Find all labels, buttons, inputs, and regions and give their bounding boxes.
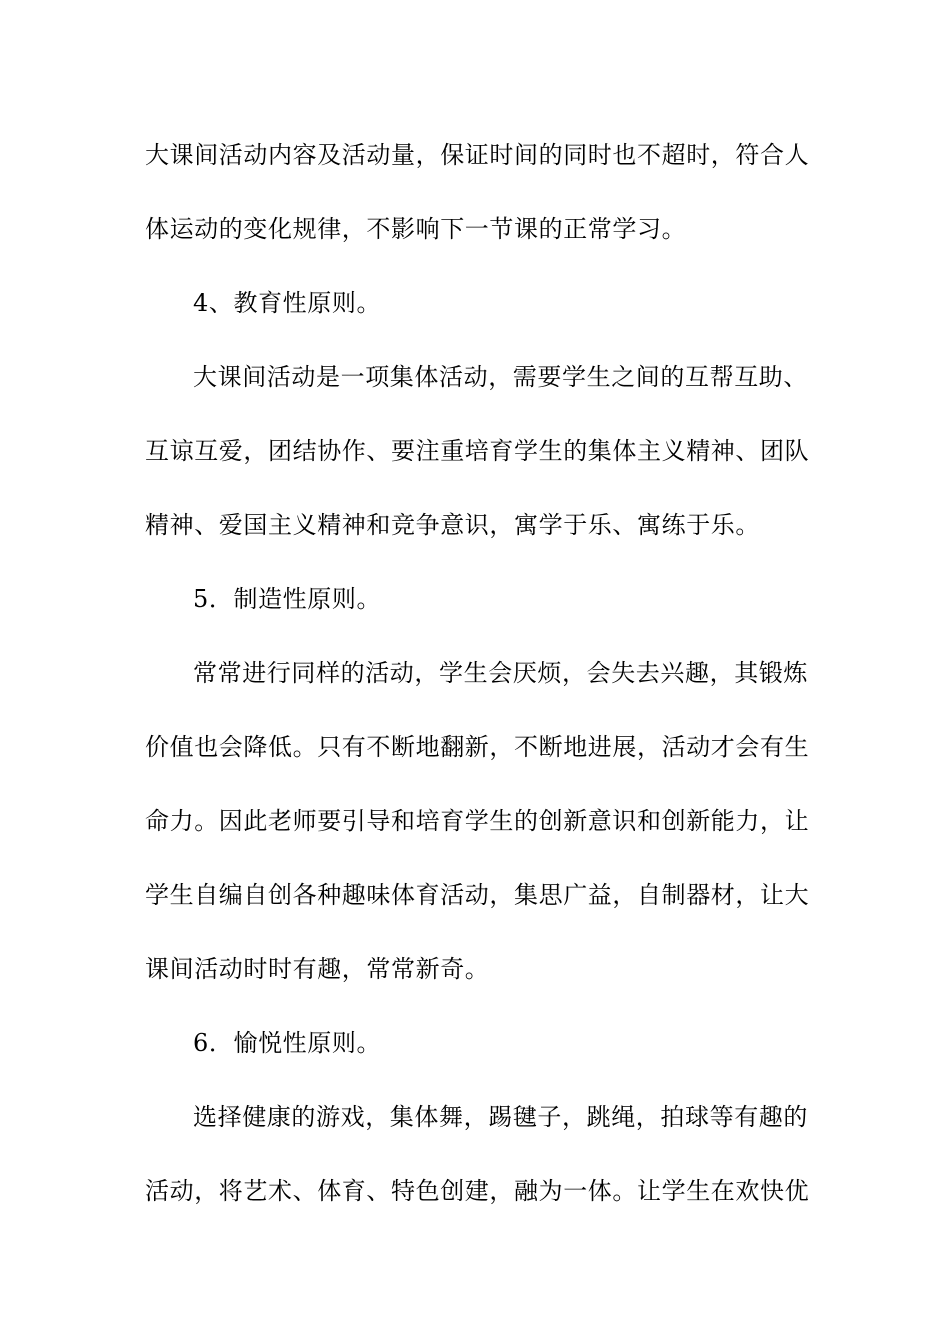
section-heading-6: 6．愉悦性原则。 [193,1029,382,1057]
section-heading-4: 4、教育性原则。 [193,289,382,317]
paragraph-line: 体运动的变化规律，不影响下一节课的正常学习。 [145,215,687,243]
paragraph-line: 大课间活动内容及活动量，保证时间的同时也不超时，符合人 [145,141,810,169]
paragraph-line: 精神、爱国主义精神和竞争意识，寓学于乐、寓练于乐。 [145,511,760,539]
paragraph-line: 互谅互爱，团结协作、要注重培育学生的集体主义精神、团队 [145,437,810,465]
paragraph-line: 课间活动时时有趣，常常新奇。 [145,955,490,983]
document-body [145,118,810,1228]
paragraph-line: 学生自编自创各种趣味体育活动，集思广益，自制器材，让大 [145,881,810,909]
paragraph-line: 大课间活动是一项集体活动，需要学生之间的互帮互助、 [193,363,808,391]
paragraph-line: 价值也会降低。只有不断地翻新，不断地进展，活动才会有生 [145,733,810,761]
paragraph-line: 活动，将艺术、体育、特色创建，融为一体。让学生在欢快优 [145,1177,810,1205]
section-heading-5: 5．制造性原则。 [193,585,382,613]
paragraph-line: 命力。因此老师要引导和培育学生的创新意识和创新能力，让 [145,807,810,835]
paragraph-line: 常常进行同样的活动，学生会厌烦，会失去兴趣，其锻炼 [193,659,808,687]
paragraph-line: 选择健康的游戏，集体舞，踢毽子，跳绳，拍球等有趣的 [193,1103,808,1131]
